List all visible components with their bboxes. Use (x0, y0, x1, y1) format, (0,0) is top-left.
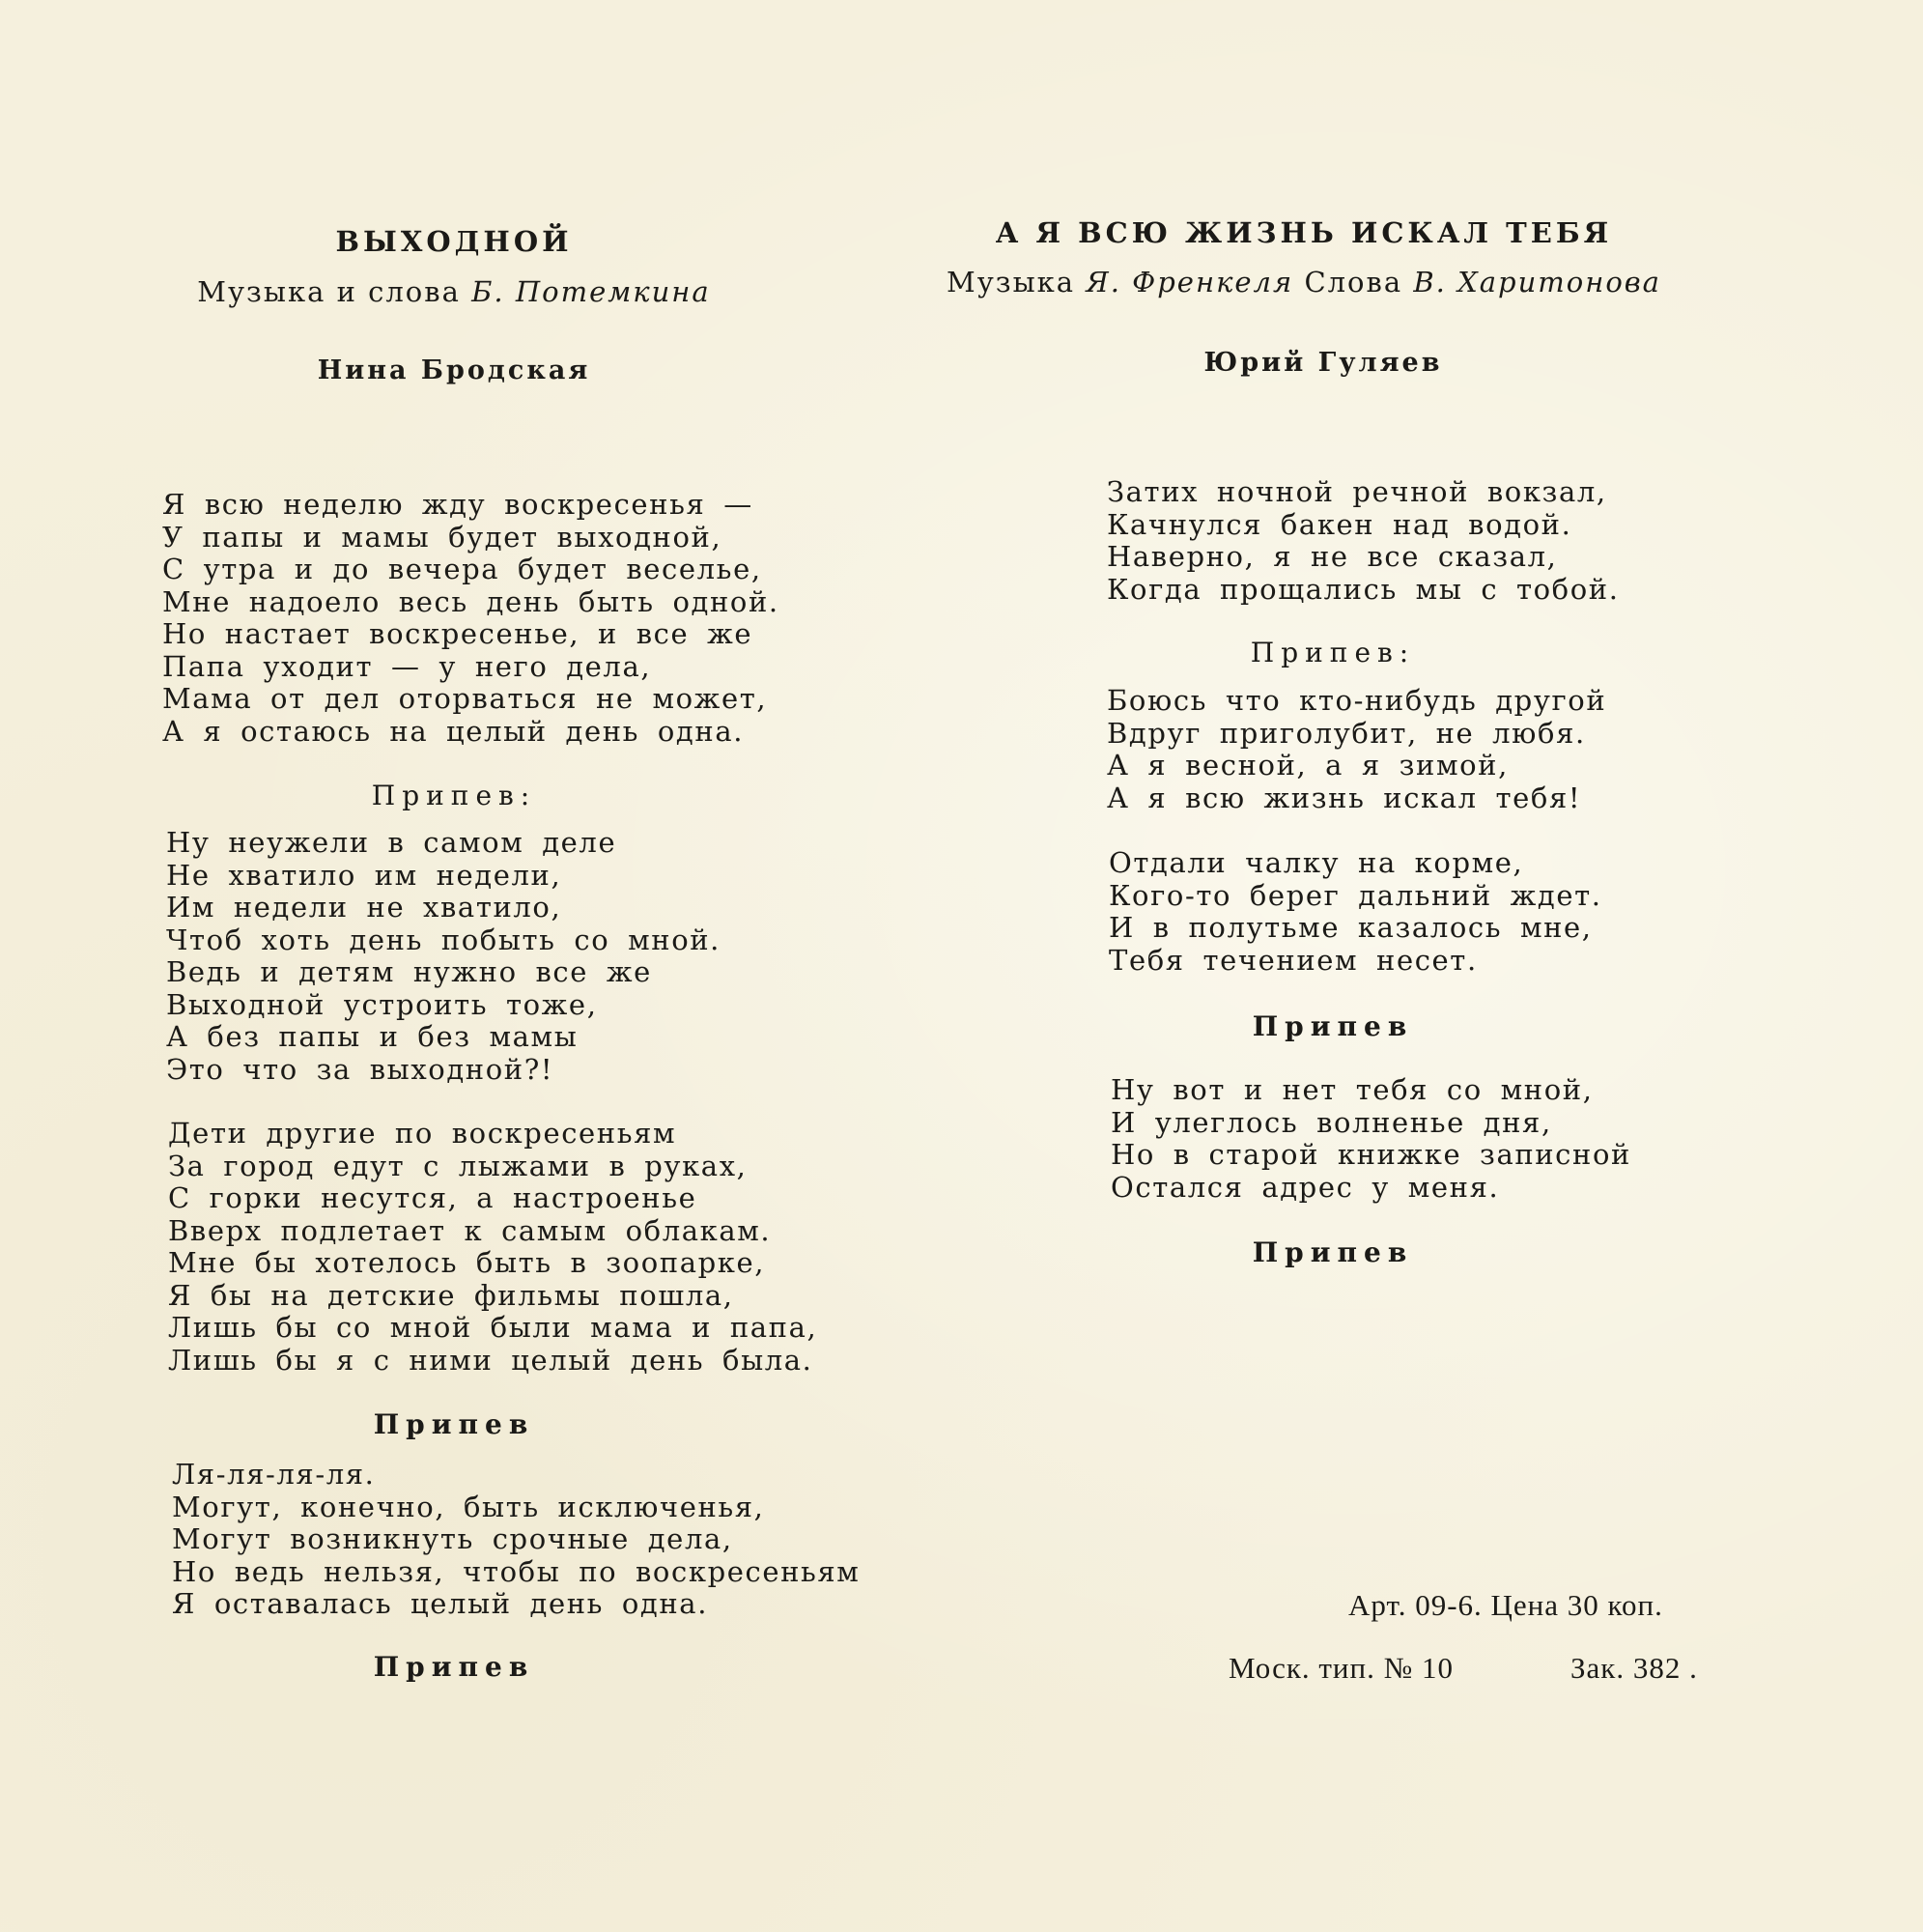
lyric-line: А без папы и без мамы (166, 1020, 579, 1053)
lyric-line: Вверх подлетает к самым облакам. (168, 1213, 772, 1247)
lyric-line: Я бы на детские фильмы пошла, (168, 1278, 734, 1312)
right-song-performer: Юрий Гуляев (1203, 348, 1443, 378)
left-verse-3 (172, 1459, 860, 1621)
lyric-line: Мама от дел оторваться не может, (162, 682, 768, 715)
lyric-line: Ну вот и нет тебя со мной, (1111, 1073, 1594, 1106)
left-song-credits (155, 275, 753, 308)
lyric-line: Я всю неделю жду воскресенья — (162, 488, 753, 521)
lyric-line: Но в старой книжке записной (1111, 1138, 1631, 1171)
lyric-line: А я остаюсь на целый день одна. (162, 714, 745, 748)
lyric-line: Тебя течением несет. (1109, 943, 1478, 977)
right-lyrics-author: В. Харитонова (1413, 266, 1661, 298)
lyric-line: Но настает воскресенье, и все же (162, 617, 753, 650)
lyric-line: Ведь и детям нужно все же (166, 955, 652, 988)
lyric-line: Лишь бы я с ними целый день была. (168, 1343, 813, 1377)
lyric-line: Но ведь нельзя, чтобы по воскресеньям (172, 1554, 861, 1588)
lyric-line: Мне бы хотелось быть в зоопарке, (168, 1246, 766, 1279)
left-chorus-label-2: Припев (373, 1408, 535, 1440)
lyric-line: Остался адрес у меня. (1111, 1170, 1500, 1204)
imprint-printer: Моск. тип. № 10 (1229, 1651, 1454, 1685)
lyric-line: Наверно, я не все сказал, (1107, 540, 1558, 573)
lyric-line: Могут, конечно, быть исключенья, (172, 1490, 765, 1523)
lyric-line: Выходной устроить тоже, (166, 987, 598, 1021)
lyric-line: Ну неужели в самом деле (166, 826, 617, 859)
lyric-line: Когда прощались мы с тобой. (1107, 572, 1620, 606)
lyric-line: И в полутьме казалось мне, (1109, 911, 1593, 944)
lyric-line: Им недели не хватило, (166, 891, 562, 923)
lyric-line: Мне надоело весь день быть одной. (162, 584, 779, 618)
right-chorus-label-2: Припев (1252, 1010, 1414, 1042)
left-verse-2 (168, 1118, 817, 1377)
lyric-line: С утра и до вечера будет веселье, (162, 553, 762, 585)
imprint-price: Арт. 09-6. Цена 30 коп. (1348, 1588, 1663, 1622)
left-chorus-label-3: Припев (373, 1651, 535, 1683)
right-song-credits (927, 266, 1681, 298)
lyric-line: Не хватило им недели, (166, 858, 562, 892)
lyric-line: Чтоб хоть день побыть со мной. (166, 923, 721, 956)
right-music-author: Я. Френкеля (1086, 266, 1294, 298)
imprint-order: Зак. 382 . (1570, 1651, 1698, 1685)
left-chorus-label-1: Припев: (371, 780, 537, 811)
lyric-line: Затих ночной речной вокзал, (1107, 475, 1607, 508)
right-verse-2 (1109, 847, 1602, 977)
right-verse-3 (1111, 1074, 1631, 1204)
lyric-line: Качнулся бакен над водой. (1107, 507, 1572, 541)
lyric-line: Боюсь что кто-нибудь другой (1107, 684, 1607, 717)
lyric-line: Ля-ля-ля-ля. (172, 1458, 376, 1491)
lyric-line: Папа уходит — у него дела, (162, 649, 652, 683)
lyric-line: Отдали чалку на корме, (1109, 846, 1524, 879)
left-song-performer: Нина Бродская (317, 355, 591, 385)
right-song-title: А Я ВСЮ ЖИЗНЬ ИСКАЛ ТЕБЯ (995, 216, 1613, 249)
left-credit-author: Б. Потемкина (471, 275, 711, 308)
lyric-line: Лишь бы со мной были мама и папа, (168, 1311, 818, 1344)
lyric-line: Дети другие по воскресеньям (168, 1117, 677, 1150)
left-verse-1 (162, 489, 779, 748)
lyric-line: А я весной, а я зимой, (1107, 749, 1509, 781)
lyric-line: За город едут с лыжами в руках, (168, 1149, 748, 1182)
right-lyrics-prefix: Слова (1304, 266, 1403, 298)
right-chorus-label-1: Припев: (1250, 637, 1416, 668)
left-song-title: ВЫХОДНОЙ (335, 225, 573, 258)
lyric-line: Кого-то берег дальний ждет. (1109, 878, 1602, 912)
left-chorus (166, 827, 721, 1086)
lyric-line: Вдруг приголубит, не любя. (1107, 716, 1586, 750)
lyric-line: И улеглось волненье дня, (1111, 1105, 1552, 1139)
lyric-line: Это что за выходной?! (166, 1052, 554, 1086)
right-verse-1 (1107, 476, 1620, 606)
lyric-line: С горки несутся, а настроенье (168, 1181, 697, 1214)
lyric-line: А я всю жизнь искал тебя! (1107, 781, 1582, 814)
right-chorus (1107, 685, 1606, 814)
lyric-line: Могут возникнуть срочные дела, (172, 1522, 733, 1555)
lyric-line: Я оставалась целый день одна. (172, 1587, 709, 1620)
lyric-line: У папы и мамы будет выходной, (162, 520, 722, 554)
right-music-prefix: Музыка (947, 266, 1076, 298)
left-credit-prefix: Музыка и слова (197, 275, 461, 308)
right-chorus-label-3: Припев (1252, 1236, 1414, 1268)
